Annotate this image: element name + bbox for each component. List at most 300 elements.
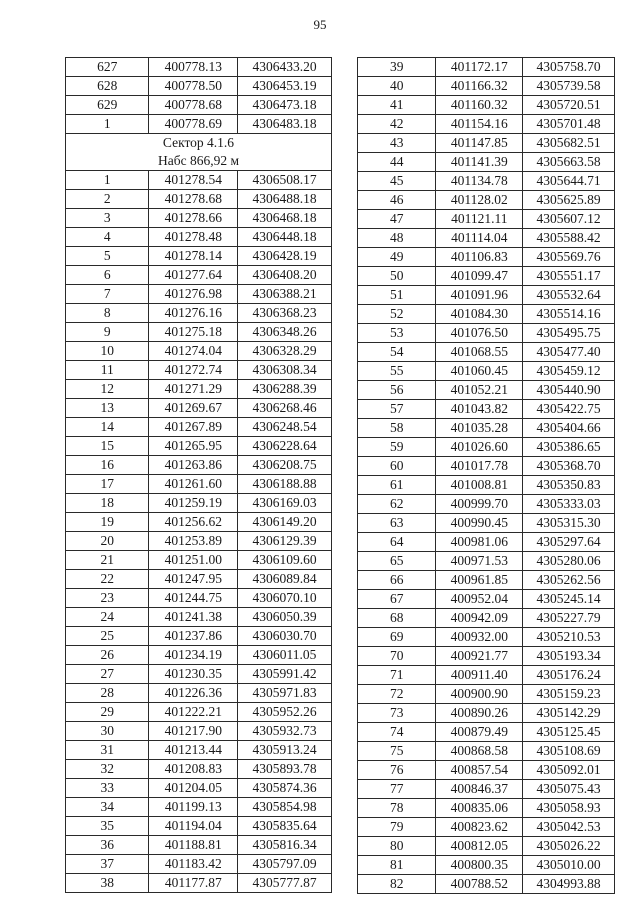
y-coordinate: 4305108.69: [523, 742, 615, 761]
x-coordinate: 401194.04: [149, 817, 238, 836]
y-coordinate: 4306428.19: [238, 247, 332, 266]
x-coordinate: 400835.06: [436, 799, 523, 818]
y-coordinate: 4306388.21: [238, 285, 332, 304]
y-coordinate: 4305991.42: [238, 665, 332, 684]
table-row: [66, 361, 332, 380]
point-number: 77: [358, 780, 436, 799]
y-coordinate: 4305193.34: [523, 647, 615, 666]
y-coordinate: 4305075.43: [523, 780, 615, 799]
section-title: Сектор 4.1.6: [162, 135, 235, 150]
table-row: [358, 799, 615, 818]
y-coordinate: 4305386.65: [523, 438, 615, 457]
y-coordinate: 4305280.06: [523, 552, 615, 571]
table-row: [358, 267, 615, 286]
table-row: [358, 248, 615, 267]
point-number: 16: [66, 456, 149, 475]
x-coordinate: 401052.21: [436, 381, 523, 400]
point-number: 59: [358, 438, 436, 457]
point-number: 72: [358, 685, 436, 704]
table-row: [358, 818, 615, 837]
point-number: 75: [358, 742, 436, 761]
x-coordinate: 400778.13: [149, 58, 238, 77]
table-row: [358, 400, 615, 419]
y-coordinate: 4306408.20: [238, 266, 332, 285]
x-coordinate: 401274.04: [149, 342, 238, 361]
x-coordinate: 401026.60: [436, 438, 523, 457]
x-coordinate: 400952.04: [436, 590, 523, 609]
y-coordinate: 4305026.22: [523, 837, 615, 856]
x-coordinate: 401134.78: [436, 172, 523, 191]
coordinates-table-left: [65, 57, 332, 893]
table-row: [358, 590, 615, 609]
point-number: 39: [358, 58, 436, 77]
point-number: 23: [66, 589, 149, 608]
x-coordinate: 401204.05: [149, 779, 238, 798]
point-number: 37: [66, 855, 149, 874]
x-coordinate: 400961.85: [436, 571, 523, 590]
x-coordinate: 400890.26: [436, 704, 523, 723]
x-coordinate: 401244.75: [149, 589, 238, 608]
x-coordinate: 401128.02: [436, 191, 523, 210]
y-coordinate: 4305368.70: [523, 457, 615, 476]
point-number: 32: [66, 760, 149, 779]
point-number: 30: [66, 722, 149, 741]
x-coordinate: 401084.30: [436, 305, 523, 324]
y-coordinate: 4306488.18: [238, 190, 332, 209]
table-row: [358, 286, 615, 305]
x-coordinate: 401043.82: [436, 400, 523, 419]
x-coordinate: 400990.45: [436, 514, 523, 533]
point-number: 49: [358, 248, 436, 267]
table-row: [66, 437, 332, 456]
point-number: 31: [66, 741, 149, 760]
x-coordinate: 401241.38: [149, 608, 238, 627]
table-row: [358, 476, 615, 495]
y-coordinate: 4305245.14: [523, 590, 615, 609]
x-coordinate: 400788.52: [436, 875, 523, 894]
table-row: [358, 96, 615, 115]
point-number: 38: [66, 874, 149, 893]
y-coordinate: 4305971.83: [238, 684, 332, 703]
table-row: [358, 362, 615, 381]
x-coordinate: 401166.32: [436, 77, 523, 96]
point-number: 18: [66, 494, 149, 513]
x-coordinate: 401276.98: [149, 285, 238, 304]
y-coordinate: 4305720.51: [523, 96, 615, 115]
table-row: [66, 684, 332, 703]
x-coordinate: 400778.69: [149, 115, 238, 134]
y-coordinate: 4305835.64: [238, 817, 332, 836]
y-coordinate: 4305701.48: [523, 115, 615, 134]
table-row: [358, 438, 615, 457]
table-row: [66, 456, 332, 475]
table-row: [358, 115, 615, 134]
x-coordinate: 401091.96: [436, 286, 523, 305]
y-coordinate: 4305797.09: [238, 855, 332, 874]
x-coordinate: 401154.16: [436, 115, 523, 134]
x-coordinate: 400999.70: [436, 495, 523, 514]
y-coordinate: 4305210.53: [523, 628, 615, 647]
point-number: 63: [358, 514, 436, 533]
x-coordinate: 401076.50: [436, 324, 523, 343]
point-number: 1: [66, 171, 149, 190]
y-coordinate: 4305625.89: [523, 191, 615, 210]
x-coordinate: 400981.06: [436, 533, 523, 552]
x-coordinate: 401269.67: [149, 399, 238, 418]
y-coordinate: 4306328.29: [238, 342, 332, 361]
point-number: 25: [66, 627, 149, 646]
table-row: [66, 627, 332, 646]
x-coordinate: 401213.44: [149, 741, 238, 760]
y-coordinate: 4305874.36: [238, 779, 332, 798]
table-row: [358, 685, 615, 704]
point-number: 42: [358, 115, 436, 134]
table-row: [66, 171, 332, 190]
x-coordinate: 401188.81: [149, 836, 238, 855]
point-number: 41: [358, 96, 436, 115]
x-coordinate: 401060.45: [436, 362, 523, 381]
y-coordinate: 4305262.56: [523, 571, 615, 590]
y-coordinate: 4305477.40: [523, 343, 615, 362]
y-coordinate: 4306011.05: [238, 646, 332, 665]
x-coordinate: 401008.81: [436, 476, 523, 495]
x-coordinate: 401217.90: [149, 722, 238, 741]
point-number: 24: [66, 608, 149, 627]
x-coordinate: 401256.62: [149, 513, 238, 532]
y-coordinate: 4306268.46: [238, 399, 332, 418]
y-coordinate: 4305159.23: [523, 685, 615, 704]
section-header-row: [66, 134, 332, 171]
y-coordinate: 4305739.58: [523, 77, 615, 96]
point-number: 53: [358, 324, 436, 343]
point-number: 17: [66, 475, 149, 494]
point-number: 55: [358, 362, 436, 381]
table-row: [66, 399, 332, 418]
table-row: [66, 266, 332, 285]
x-coordinate: 401276.16: [149, 304, 238, 323]
table-row: [66, 209, 332, 228]
coordinates-table-right: [357, 57, 615, 894]
x-coordinate: 401141.39: [436, 153, 523, 172]
y-coordinate: 4305495.75: [523, 324, 615, 343]
y-coordinate: 4306030.70: [238, 627, 332, 646]
x-coordinate: 400879.49: [436, 723, 523, 742]
table-row: [358, 324, 615, 343]
y-coordinate: 4306483.18: [238, 115, 332, 134]
table-row: [66, 532, 332, 551]
table-row: [66, 874, 332, 893]
y-coordinate: 4305092.01: [523, 761, 615, 780]
point-number: 14: [66, 418, 149, 437]
x-coordinate: 401160.32: [436, 96, 523, 115]
x-coordinate: 401267.89: [149, 418, 238, 437]
x-coordinate: 401278.54: [149, 171, 238, 190]
y-coordinate: 4305607.12: [523, 210, 615, 229]
table-row: [66, 58, 332, 77]
table-row: [358, 457, 615, 476]
point-number: 52: [358, 305, 436, 324]
point-number: 46: [358, 191, 436, 210]
table-row: [358, 343, 615, 362]
y-coordinate: 4305816.34: [238, 836, 332, 855]
table-row: [66, 551, 332, 570]
table-row: [358, 172, 615, 191]
y-coordinate: 4305176.24: [523, 666, 615, 685]
y-coordinate: 4306288.39: [238, 380, 332, 399]
y-coordinate: 4306169.03: [238, 494, 332, 513]
point-number: 40: [358, 77, 436, 96]
x-coordinate: 401199.13: [149, 798, 238, 817]
y-coordinate: 4306208.75: [238, 456, 332, 475]
y-coordinate: 4305663.58: [523, 153, 615, 172]
point-number: 28: [66, 684, 149, 703]
point-number: 8: [66, 304, 149, 323]
y-coordinate: 4305854.98: [238, 798, 332, 817]
point-number: 61: [358, 476, 436, 495]
table-row: [66, 570, 332, 589]
point-number: 68: [358, 609, 436, 628]
x-coordinate: 401177.87: [149, 874, 238, 893]
point-number: 29: [66, 703, 149, 722]
table-row: [66, 342, 332, 361]
point-number: 62: [358, 495, 436, 514]
point-number: 60: [358, 457, 436, 476]
point-number: 56: [358, 381, 436, 400]
x-coordinate: 401208.83: [149, 760, 238, 779]
y-coordinate: 4305551.17: [523, 267, 615, 286]
x-coordinate: 401183.42: [149, 855, 238, 874]
table-row: [358, 742, 615, 761]
x-coordinate: 401121.11: [436, 210, 523, 229]
y-coordinate: 4305682.51: [523, 134, 615, 153]
x-coordinate: 401263.86: [149, 456, 238, 475]
x-coordinate: 400868.58: [436, 742, 523, 761]
point-number: 11: [66, 361, 149, 380]
x-coordinate: 401237.86: [149, 627, 238, 646]
point-number: 43: [358, 134, 436, 153]
x-coordinate: 401099.47: [436, 267, 523, 286]
table-row: [358, 609, 615, 628]
table-row: [358, 552, 615, 571]
table-row: [66, 96, 332, 115]
x-coordinate: 401277.64: [149, 266, 238, 285]
x-coordinate: 400900.90: [436, 685, 523, 704]
table-row: [66, 817, 332, 836]
y-coordinate: 4306149.20: [238, 513, 332, 532]
y-coordinate: 4305297.64: [523, 533, 615, 552]
x-coordinate: 401261.60: [149, 475, 238, 494]
point-number: 22: [66, 570, 149, 589]
point-number: 27: [66, 665, 149, 684]
y-coordinate: 4306089.84: [238, 570, 332, 589]
point-number: 54: [358, 343, 436, 362]
table-row: [358, 77, 615, 96]
point-number: 71: [358, 666, 436, 685]
table-row: [66, 760, 332, 779]
x-coordinate: 400857.54: [436, 761, 523, 780]
point-number: 65: [358, 552, 436, 571]
table-row: [358, 628, 615, 647]
point-number: 20: [66, 532, 149, 551]
table-row: [358, 305, 615, 324]
point-number: 13: [66, 399, 149, 418]
point-number: 9: [66, 323, 149, 342]
table-row: [66, 418, 332, 437]
x-coordinate: 401278.66: [149, 209, 238, 228]
y-coordinate: 4305422.75: [523, 400, 615, 419]
table-row: [66, 77, 332, 96]
table-row: [66, 646, 332, 665]
y-coordinate: 4305569.76: [523, 248, 615, 267]
x-coordinate: 401251.00: [149, 551, 238, 570]
table-row: [358, 875, 615, 894]
x-coordinate: 401259.19: [149, 494, 238, 513]
y-coordinate: 4305893.78: [238, 760, 332, 779]
point-number: 64: [358, 533, 436, 552]
table-row: [358, 666, 615, 685]
point-number: 58: [358, 419, 436, 438]
point-number: 82: [358, 875, 436, 894]
y-coordinate: 4306508.17: [238, 171, 332, 190]
y-coordinate: 4305142.29: [523, 704, 615, 723]
x-coordinate: 401247.95: [149, 570, 238, 589]
table-row: [66, 703, 332, 722]
section-subtitle: Набс 866,92 м: [157, 153, 240, 168]
table-row: [66, 665, 332, 684]
table-row: [358, 191, 615, 210]
table-row: [66, 115, 332, 134]
table-row: [358, 134, 615, 153]
point-number: 628: [66, 77, 149, 96]
table-row: [66, 323, 332, 342]
table-row: [358, 761, 615, 780]
table-row: [66, 475, 332, 494]
y-coordinate: 4304993.88: [523, 875, 615, 894]
table-row: [358, 533, 615, 552]
y-coordinate: 4306473.18: [238, 96, 332, 115]
x-coordinate: 401226.36: [149, 684, 238, 703]
y-coordinate: 4305350.83: [523, 476, 615, 495]
table-row: [66, 285, 332, 304]
y-coordinate: 4306368.23: [238, 304, 332, 323]
table-row: [66, 836, 332, 855]
point-number: 50: [358, 267, 436, 286]
y-coordinate: 4305058.93: [523, 799, 615, 818]
y-coordinate: 4306109.60: [238, 551, 332, 570]
x-coordinate: 401230.35: [149, 665, 238, 684]
y-coordinate: 4305514.16: [523, 305, 615, 324]
x-coordinate: 401253.89: [149, 532, 238, 551]
x-coordinate: 401278.14: [149, 247, 238, 266]
point-number: 67: [358, 590, 436, 609]
y-coordinate: 4305913.24: [238, 741, 332, 760]
y-coordinate: 4306188.88: [238, 475, 332, 494]
y-coordinate: 4305440.90: [523, 381, 615, 400]
table-row: [66, 228, 332, 247]
point-number: 51: [358, 286, 436, 305]
table-row: [66, 304, 332, 323]
point-number: 629: [66, 96, 149, 115]
point-number: 6: [66, 266, 149, 285]
x-coordinate: 401068.55: [436, 343, 523, 362]
y-coordinate: 4306070.10: [238, 589, 332, 608]
point-number: 79: [358, 818, 436, 837]
table-row: [66, 589, 332, 608]
point-number: 26: [66, 646, 149, 665]
table-row: [66, 741, 332, 760]
page-number: 95: [313, 17, 327, 32]
x-coordinate: 400942.09: [436, 609, 523, 628]
y-coordinate: 4305758.70: [523, 58, 615, 77]
y-coordinate: 4306433.20: [238, 58, 332, 77]
point-number: 69: [358, 628, 436, 647]
y-coordinate: 4305404.66: [523, 419, 615, 438]
x-coordinate: 401265.95: [149, 437, 238, 456]
table-row: [358, 495, 615, 514]
point-number: 47: [358, 210, 436, 229]
point-number: 10: [66, 342, 149, 361]
y-coordinate: 4305125.45: [523, 723, 615, 742]
x-coordinate: 401172.17: [436, 58, 523, 77]
section-header: [66, 134, 332, 171]
point-number: 36: [66, 836, 149, 855]
point-number: 5: [66, 247, 149, 266]
point-number: 7: [66, 285, 149, 304]
x-coordinate: 400921.77: [436, 647, 523, 666]
table-row: [66, 247, 332, 266]
y-coordinate: 4305042.53: [523, 818, 615, 837]
y-coordinate: 4305459.12: [523, 362, 615, 381]
x-coordinate: 400778.68: [149, 96, 238, 115]
point-number: 44: [358, 153, 436, 172]
table-row: [358, 381, 615, 400]
table-row: [66, 608, 332, 627]
table-row: [358, 780, 615, 799]
point-number: 15: [66, 437, 149, 456]
y-coordinate: 4305010.00: [523, 856, 615, 875]
table-row: [66, 855, 332, 874]
y-coordinate: 4306228.64: [238, 437, 332, 456]
x-coordinate: 401278.68: [149, 190, 238, 209]
x-coordinate: 401017.78: [436, 457, 523, 476]
y-coordinate: 4305532.64: [523, 286, 615, 305]
table-row: [66, 798, 332, 817]
point-number: 48: [358, 229, 436, 248]
y-coordinate: 4306453.19: [238, 77, 332, 96]
x-coordinate: 401035.28: [436, 419, 523, 438]
x-coordinate: 400846.37: [436, 780, 523, 799]
table-row: [358, 856, 615, 875]
x-coordinate: 400932.00: [436, 628, 523, 647]
table-row: [66, 380, 332, 399]
point-number: 76: [358, 761, 436, 780]
y-coordinate: 4305227.79: [523, 609, 615, 628]
point-number: 33: [66, 779, 149, 798]
point-number: 74: [358, 723, 436, 742]
point-number: 70: [358, 647, 436, 666]
point-number: 12: [66, 380, 149, 399]
y-coordinate: 4305952.26: [238, 703, 332, 722]
table-row: [358, 723, 615, 742]
y-coordinate: 4305932.73: [238, 722, 332, 741]
point-number: 57: [358, 400, 436, 419]
table-row: [358, 514, 615, 533]
y-coordinate: 4306050.39: [238, 608, 332, 627]
table-row: [66, 190, 332, 209]
x-coordinate: 401114.04: [436, 229, 523, 248]
x-coordinate: 400778.50: [149, 77, 238, 96]
point-number: 2: [66, 190, 149, 209]
